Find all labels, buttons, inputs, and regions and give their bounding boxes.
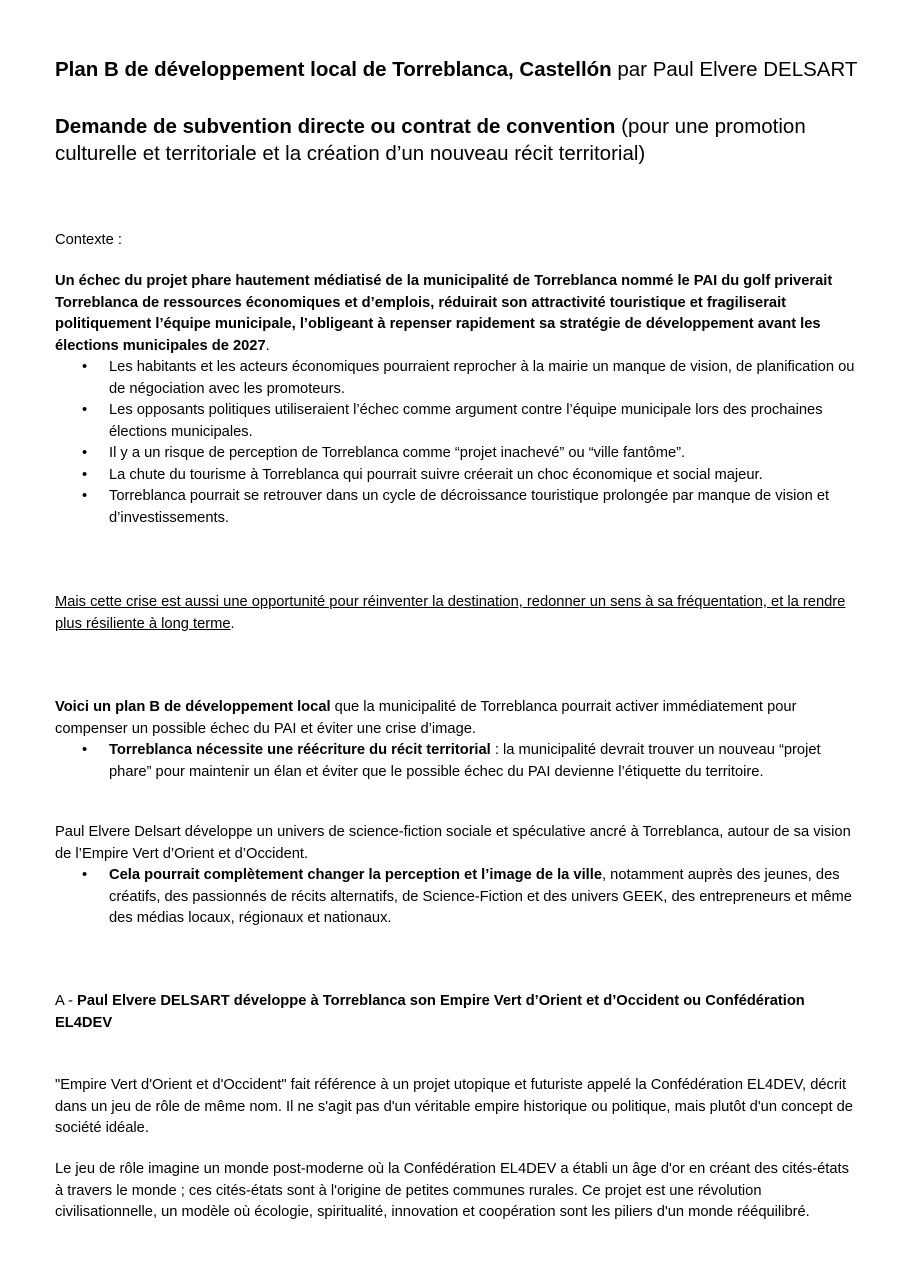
- delsart-section: [55, 822, 860, 930]
- planb-bullet-list: [55, 740, 860, 783]
- subtitle-bold: Demande de subvention directe ou contrat de convention: [55, 115, 616, 138]
- crisis-paragraph: [55, 592, 860, 635]
- planb-normal: que la municipalité de Torreblanca pourrait activer immédiatement pour compenser un possible échec du PAI et éviter une crise d’image.: [55, 699, 797, 737]
- list-item: [55, 865, 860, 930]
- planb-paragraph: [55, 697, 860, 740]
- section-a-prefix: A -: [55, 993, 78, 1009]
- delsart-bullet-list: [55, 865, 860, 930]
- crisis-period: .: [230, 615, 235, 632]
- planb-section: [55, 697, 860, 783]
- empire-paragraph: "Empire Vert d'Orient et d'Occident" fait référence à un projet utopique et futuriste appelé la Confédération EL4DEV, décrit dans un jeu de rôle de même nom. Il ne s'agit pas d'un véritable empire historique ou politique, mais plutôt d'un concept de société idéale.: [55, 1077, 853, 1136]
- planb-bullet-bold: Torreblanca nécessite une réécriture du récit territorial: [109, 742, 491, 758]
- planb-bold: Voici un plan B de développement local: [55, 699, 331, 715]
- context-section: [55, 271, 860, 529]
- contexte-label: Contexte :: [55, 232, 122, 248]
- list-item: • Il y a un risque de perception de Torreblanca comme “projet inachevé” ou “ville fantôme”.: [55, 443, 860, 465]
- context-period: .: [265, 337, 270, 354]
- list-item: • Les habitants et les acteurs économiques pourraient reprocher à la mairie un manque de vision, de planification ou de négociation avec les promoteurs.: [55, 357, 860, 400]
- subtitle-normal: (pour une promotion culturelle et territoriale et la création d’un nouveau récit territorial): [55, 115, 806, 165]
- list-item: • Les opposants politiques utiliseraient l’échec comme argument contre l’équipe municipale lors des prochaines élections municipales.: [55, 400, 860, 443]
- title-author: par Paul Elvere DELSART: [611, 58, 858, 81]
- document-subtitle: [55, 113, 860, 167]
- list-item: • Torreblanca pourrait se retrouver dans un cycle de décroissance touristique prolongée par manque de vision et d’investissements.: [55, 486, 860, 529]
- crisis-underlined: Mais cette crise est aussi une opportunité pour réinventer la destination, redonner un sens à sa fréquentation, et la rendre plus résiliente à long terme: [55, 594, 846, 632]
- list-item: [55, 740, 860, 783]
- document-title: [55, 57, 860, 83]
- title-bold: Plan B de développement local de Torreblanca, Castellón: [55, 58, 612, 81]
- context-paragraph: [55, 271, 860, 357]
- delsart-paragraph: Paul Elvere Delsart développe un univers de science-fiction sociale et spéculative ancré à Torreblanca, autour de sa vision de l’Empire Vert d’Orient et d’Occident.: [55, 824, 851, 862]
- planb-bullet-normal: : la municipalité devrait trouver un nouveau “projet phare” pour maintenir un élan et éviter que le possible échec du PAI devienne l’étiquette du territoire.: [109, 742, 821, 780]
- context-bullet-list: [55, 357, 860, 529]
- section-a-title: Paul Elvere DELSART développe à Torreblanca son Empire Vert d’Orient et d’Occident ou Confédération EL4DEV: [55, 993, 805, 1031]
- delsart-bullet-bold: Cela pourrait complètement changer la perception et l’image de la ville: [109, 867, 602, 883]
- section-a-heading: [55, 991, 860, 1034]
- game-paragraph: Le jeu de rôle imagine un monde post-moderne où la Confédération EL4DEV a établi un âge d'or en créant des cités-états à travers le monde ; ces cités-états sont à l'origine de petites communes rurales. Ce projet est une révolution civilisationnelle, un modèle où écologie, spiritualité, innovation et coopération sont les piliers d'un monde rééquilibré.: [55, 1161, 849, 1220]
- delsart-bullet-normal: , notamment auprès des jeunes, des créatifs, des passionnés de récits alternatifs, de Science-Fiction et des univers GEEK, des entrepreneurs et même des médias locaux, régionaux et nationaux.: [109, 867, 852, 926]
- list-item: • La chute du tourisme à Torreblanca qui pourrait suivre créerait un choc économique et social majeur.: [55, 465, 860, 487]
- context-bold: Un échec du projet phare hautement médiatisé de la municipalité de Torreblanca nommé le PAI du golf priverait Torreblanca de ressources économiques et d’emplois, réduirait son attractivité touristique et fragiliserait politiquement l’équipe municipale, l’obligeant à repenser rapidement sa stratégie de développement avant les élections municipales de 2027: [55, 273, 833, 354]
